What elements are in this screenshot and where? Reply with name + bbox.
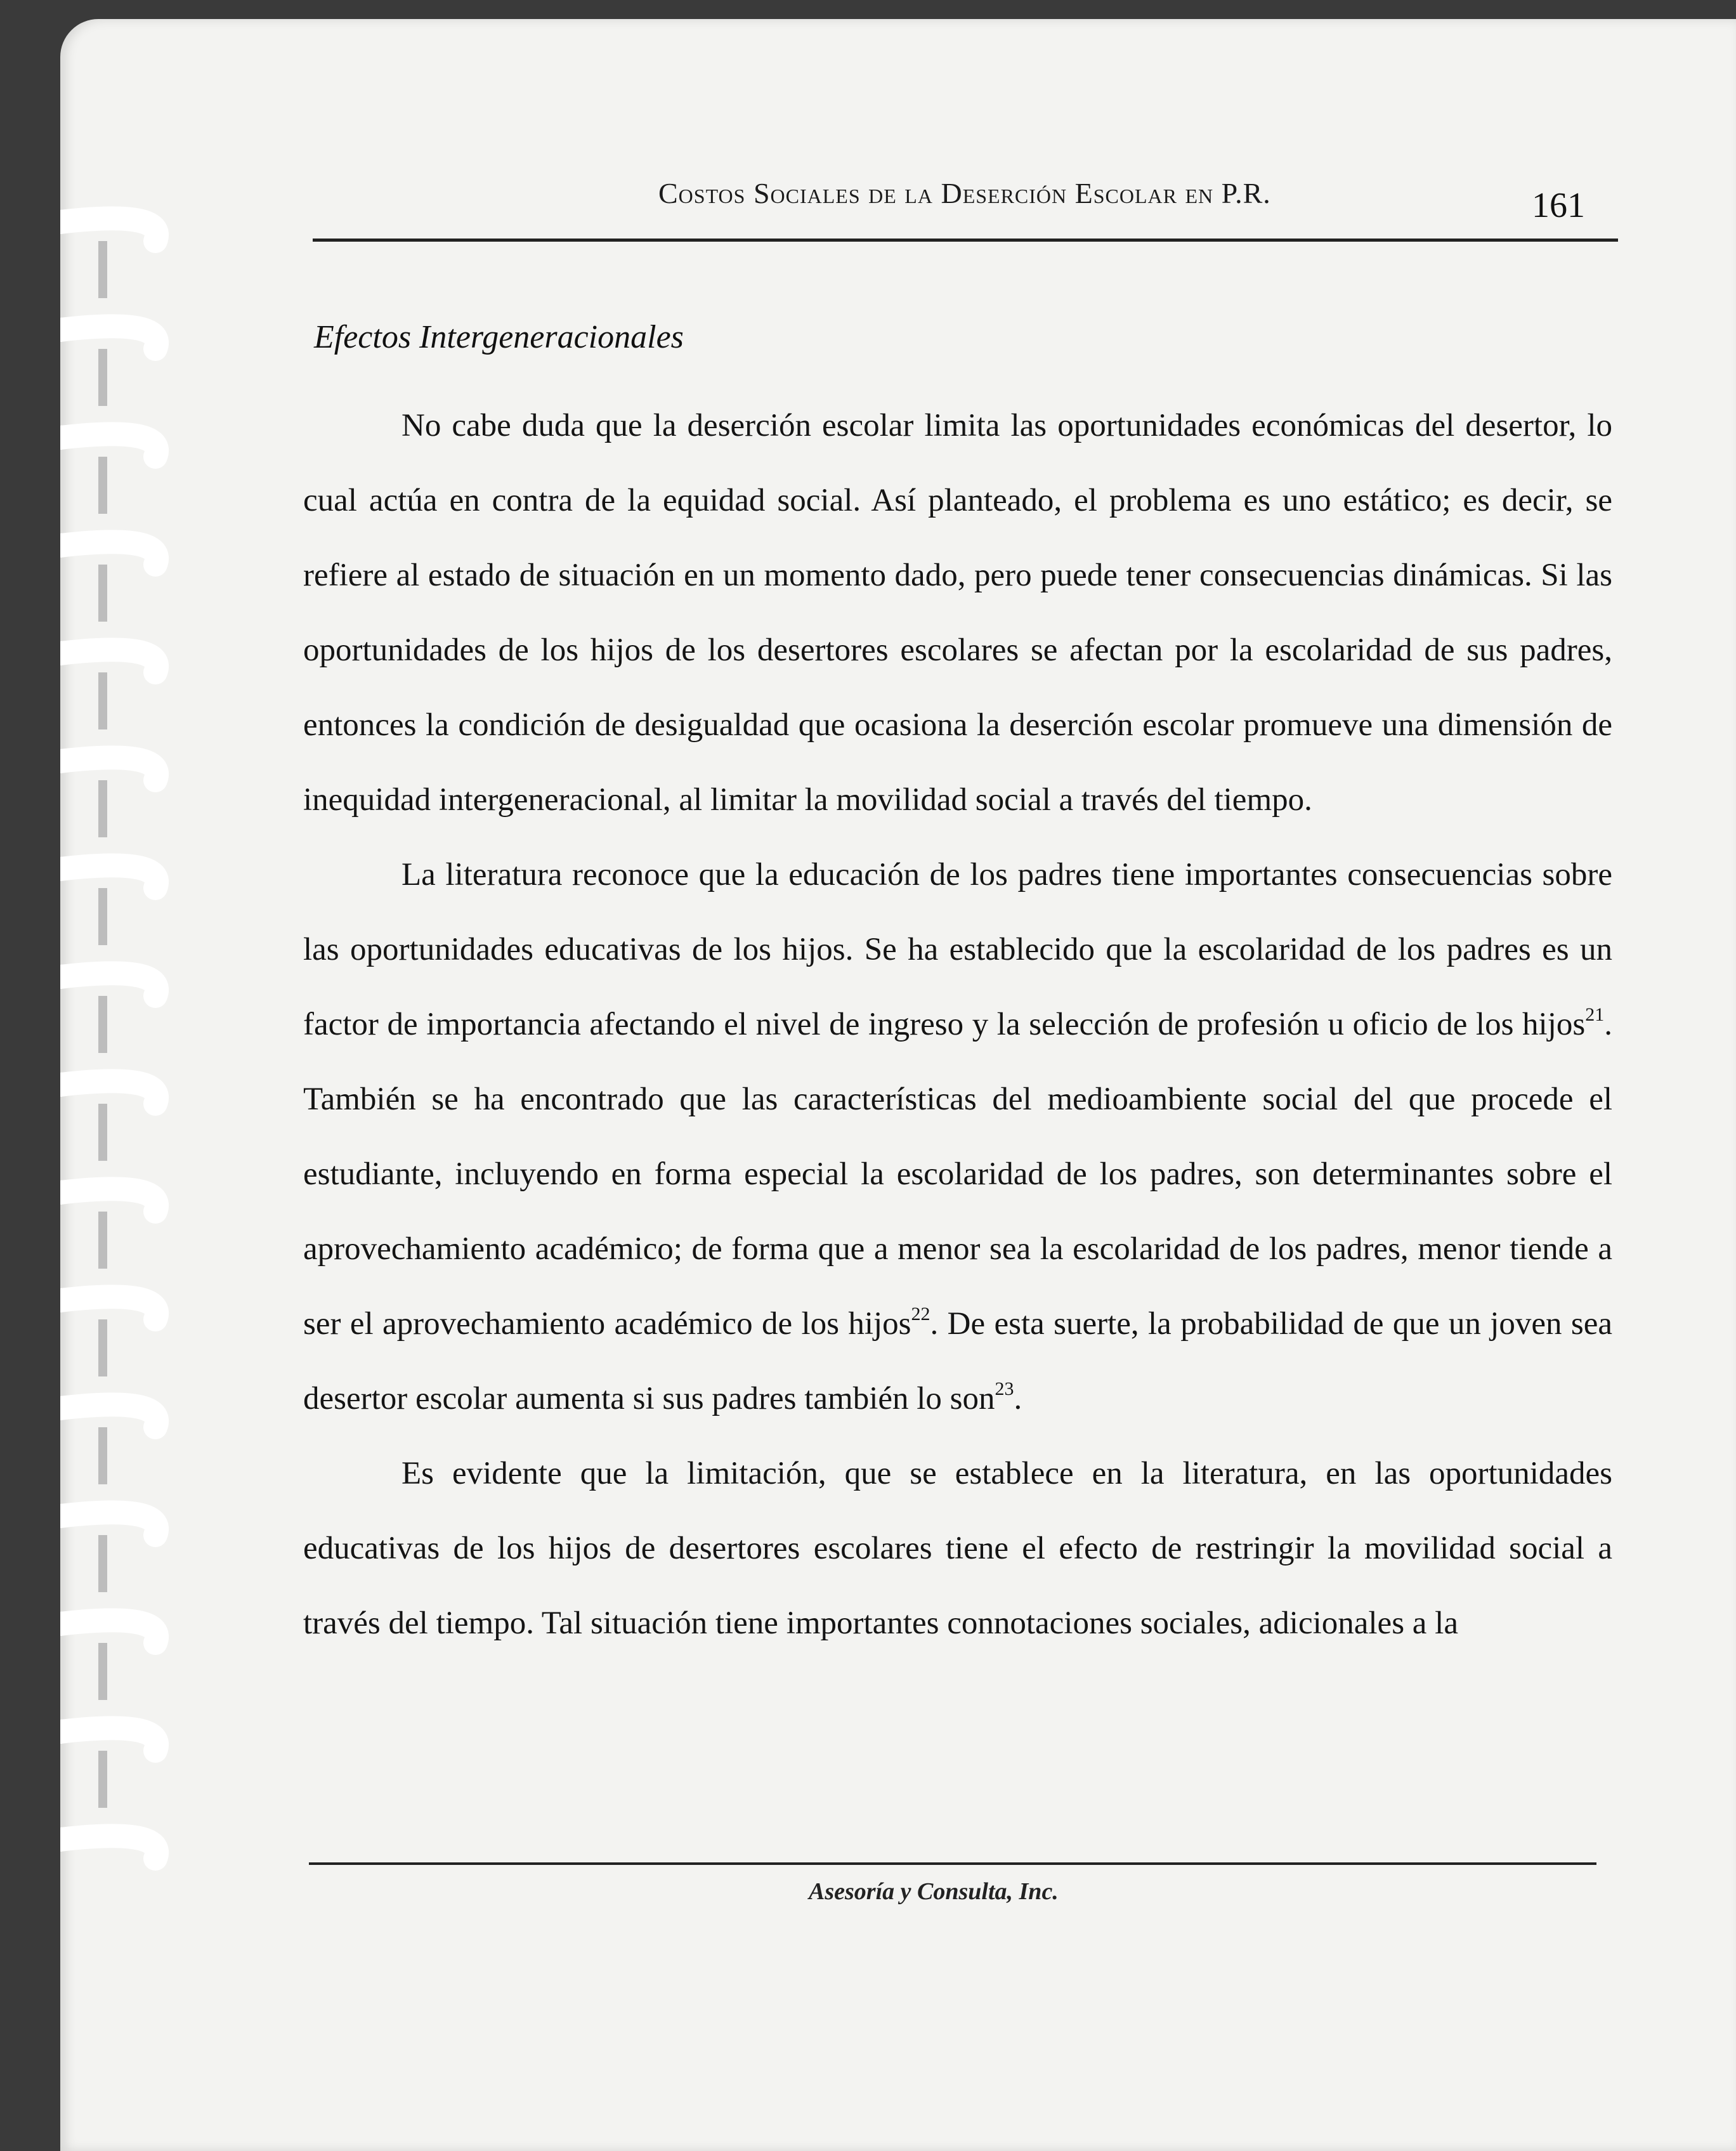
paragraph-2-text-d: .: [1014, 1381, 1022, 1416]
paragraph-3: Es evidente que la limitación, que se establece en la literatura, en las oportunidades educativas de los hijos de desertores escolares tiene el efecto de restringir la movilidad social a través del tiempo. Tal situación tiene importantes connotaciones sociales, adicionales a la: [303, 1456, 1612, 1641]
paragraph-2-text-c: . De esta suerte, la probabilidad de que un joven sea desertor escolar aumenta si sus padres también lo son: [303, 1306, 1612, 1416]
binding-holes: [98, 241, 107, 1808]
paragraph-2-text-b: . También se ha encontrado que las características del medioambiente social del que procede el estudiante, incluyendo en forma especial la escolaridad de los padres, son determinantes sobre el aprovechamiento académico; de forma que a menor sea la escolaridad de los padres, menor tiende a ser el aprovechamiento académico de los hijos: [303, 1007, 1612, 1342]
page-number: 161: [1532, 186, 1585, 225]
paragraph-2: [303, 837, 1612, 1436]
footnote-ref-21[interactable]: 21: [1585, 1004, 1605, 1025]
section-heading: Efectos Intergeneracionales: [314, 319, 684, 355]
footer-text: Asesoría y Consulta, Inc.: [809, 1878, 1059, 1905]
paragraph-1: No cabe duda que la deserción escolar limita las oportunidades económicas del desertor, lo cual actúa en contra de la equidad social. Así planteado, el problema es uno estático; es decir, se refiere al estado de situación en un momento dado, pero puede tener consecuencias dinámicas. Si las oportunidades de los hijos de los desertores escolares se afectan por la escolaridad de sus padres, entonces la condición de desigualdad que ocasiona la deserción escolar promueve una dimensión de inequidad intergeneracional, al limitar la movilidad social a través del tiempo.: [303, 408, 1612, 818]
spiral-binding: [60, 57, 200, 1960]
header-rule: [313, 239, 1618, 242]
paragraph-2-text-a: La literatura reconoce que la educación de los padres tiene importantes consecuencias sobre las oportunidades educativas de los hijos. Se ha establecido que la escolaridad de los padres es un factor de importancia afectando el nivel de ingreso y la selección de profesión u oficio de los hijos: [303, 857, 1612, 1042]
footnote-ref-22[interactable]: 22: [911, 1304, 930, 1324]
body-text: [303, 388, 1612, 1661]
binding-coils: [60, 218, 157, 1859]
footnote-ref-23[interactable]: 23: [995, 1378, 1014, 1399]
footer-rule: [309, 1862, 1596, 1865]
running-header-title: Costos Sociales de la Deserción Escolar en P.R.: [658, 177, 1271, 209]
